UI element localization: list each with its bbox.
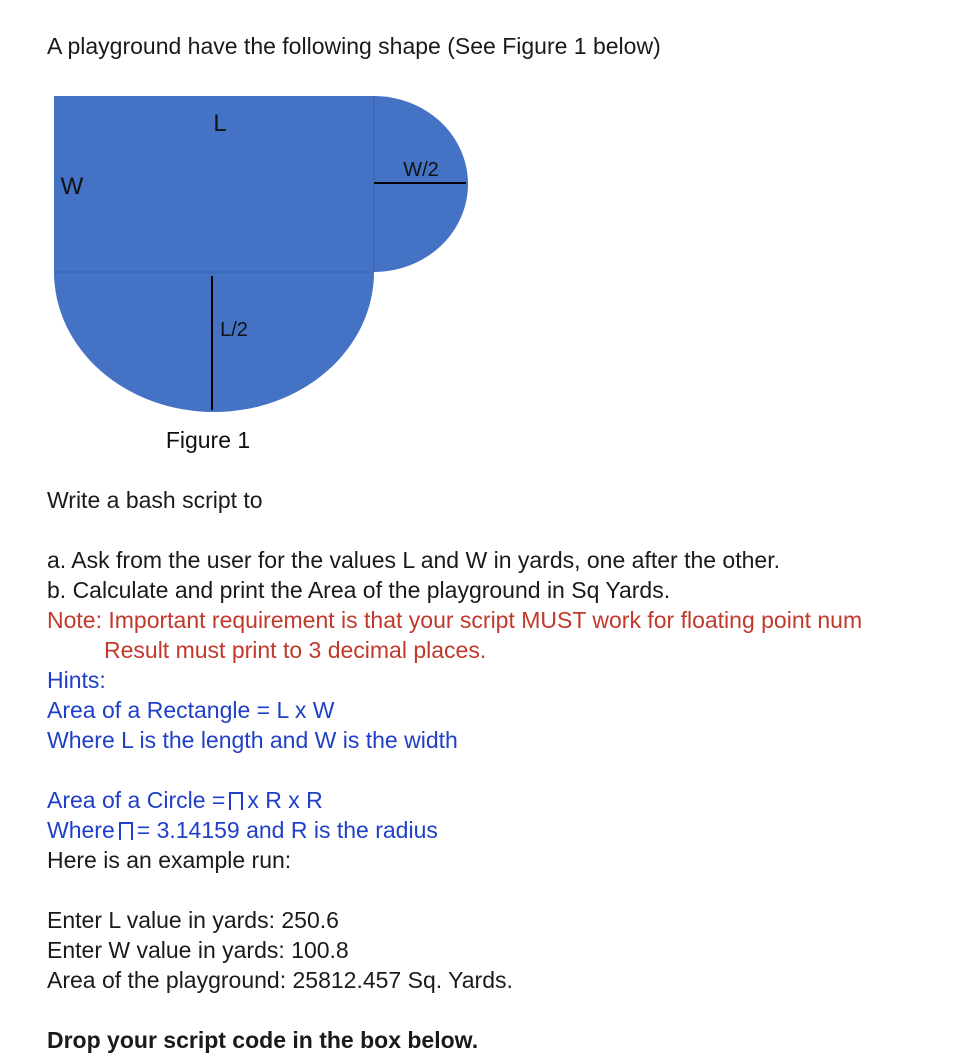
note-line-2: Result must print to 3 decimal places.	[104, 637, 487, 663]
item-a: a. Ask from the user for the values L and W in yards, one after the other.	[47, 547, 780, 573]
hint-circle-area-post: x R x R	[247, 787, 323, 813]
example-line-1: Enter L value in yards: 250.6	[47, 907, 339, 933]
label-w-half: W/2	[403, 159, 439, 181]
hint-rectangle-area: Area of a Rectangle = L x W	[47, 697, 335, 723]
bottom-semicircle	[54, 272, 374, 412]
label-w: W	[60, 173, 84, 200]
playground-figure	[0, 0, 968, 470]
item-b: b. Calculate and print the Area of the playground in Sq Yards.	[47, 577, 671, 603]
task-text: Write a bash script to	[47, 487, 263, 513]
hint-circle-area	[47, 786, 323, 814]
hint-circle-where-pre: Where	[47, 817, 115, 843]
figure-caption: Figure 1	[165, 427, 251, 453]
label-l-half: L/2	[220, 319, 248, 341]
hint-circle-where-post: = 3.14159 and R is the radius	[136, 817, 438, 843]
example-line-2: Enter W value in yards: 100.8	[47, 937, 349, 963]
hints-title: Hints:	[47, 667, 106, 693]
label-l: L	[213, 110, 227, 137]
intro-text: A playground have the following shape (See Figure 1 below)	[47, 33, 661, 59]
pi-symbol-icon	[229, 792, 243, 810]
hint-circle-where	[47, 816, 438, 844]
example-intro: Here is an example run:	[47, 847, 292, 873]
hint-rectangle-where: Where L is the length and W is the width	[47, 727, 458, 753]
example-line-3: Area of the playground: 25812.457 Sq. Yards.	[47, 967, 513, 993]
pi-symbol-icon	[119, 822, 133, 840]
note-line-1: Note: Important requirement is that your script MUST work for floating point num	[47, 607, 863, 633]
playground-shape	[54, 96, 468, 412]
drop-instruction: Drop your script code in the box below.	[47, 1027, 479, 1053]
hint-circle-area-pre: Area of a Circle =	[47, 787, 226, 813]
